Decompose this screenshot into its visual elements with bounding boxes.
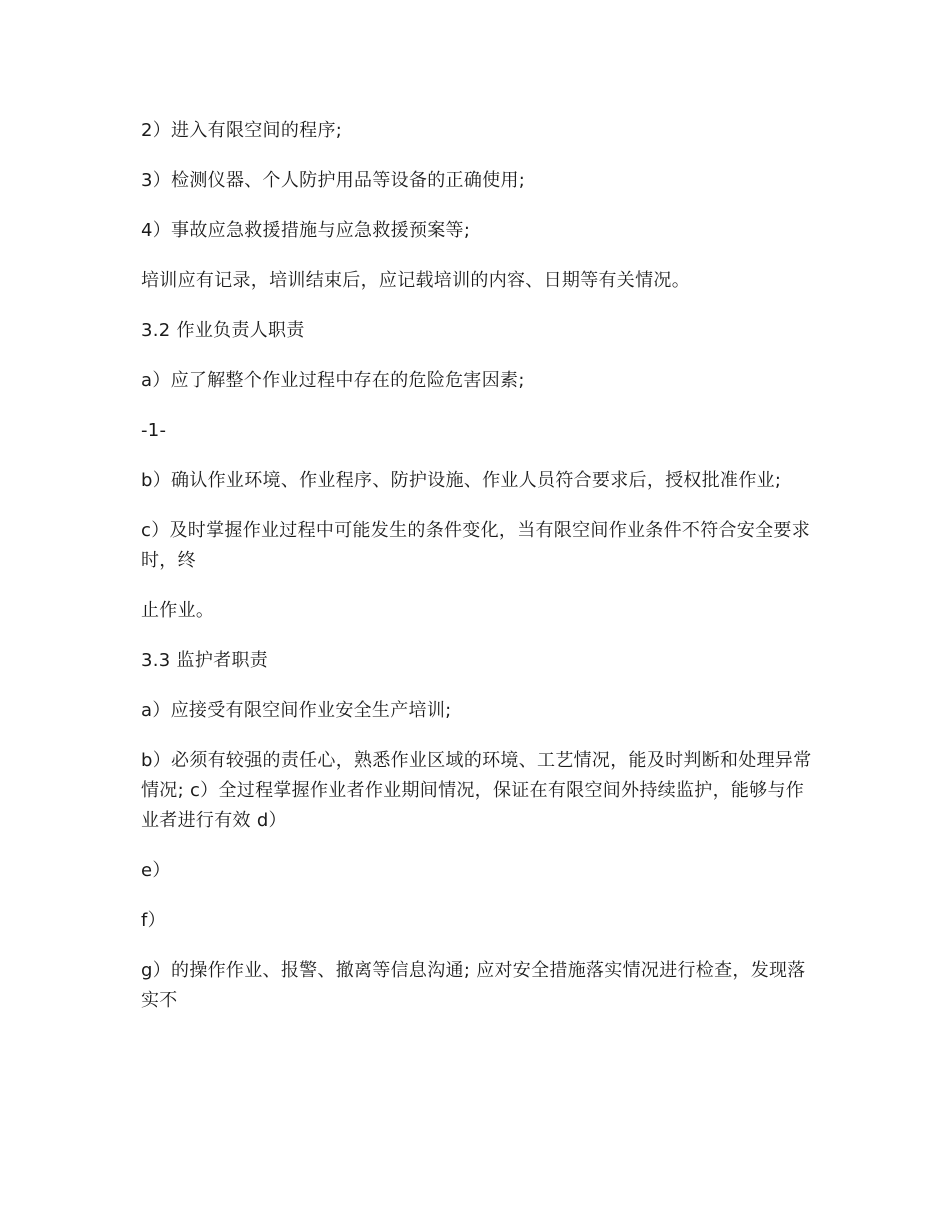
- page-number: -1-: [141, 420, 167, 441]
- paragraph-3-2-c-continued: 止作业。: [141, 600, 215, 621]
- paragraph-3-3-a: a）应接受有限空间作业安全生产培训;: [141, 700, 452, 721]
- document-body: [141, 116, 813, 1036]
- paragraph-item-4: 4）事故应急救援措施与应急救援预案等;: [141, 220, 471, 241]
- paragraph-item-2: 2）进入有限空间的程序;: [141, 120, 343, 141]
- paragraph-3-3-f: f）: [141, 910, 166, 931]
- paragraph-3-3-b: b）必须有较强的责任心，熟悉作业区域的环境、工艺情况，能及时判断和处理异常情况; c）全过程掌握作业者作业期间情况，保证在有限空间外持续监护，能够与作业者进行有效 d）: [141, 750, 812, 831]
- paragraph-3-2-c: c）及时掌握作业过程中可能发生的条件变化，当有限空间作业条件不符合安全要求时，终: [141, 520, 810, 571]
- section-heading-3-2: 3.2 作业负责人职责: [141, 320, 305, 341]
- paragraph-training-record: 培训应有记录，培训结束后，应记载培训的内容、日期等有关情况。: [141, 270, 690, 291]
- paragraph-3-2-a: a）应了解整个作业过程中存在的危险危害因素;: [141, 370, 525, 391]
- paragraph-3-3-g: g）的操作作业、报警、撤离等信息沟通; 应对安全措施落实情况进行检查，发现落实不: [141, 960, 806, 1011]
- section-heading-3-3: 3.3 监护者职责: [141, 650, 269, 671]
- paragraph-3-3-e: e）: [141, 860, 171, 881]
- paragraph-item-3: 3）检测仪器、个人防护用品等设备的正确使用;: [141, 170, 526, 191]
- paragraph-3-2-b: b）确认作业环境、作业程序、防护设施、作业人员符合要求后，授权批准作业;: [141, 470, 782, 491]
